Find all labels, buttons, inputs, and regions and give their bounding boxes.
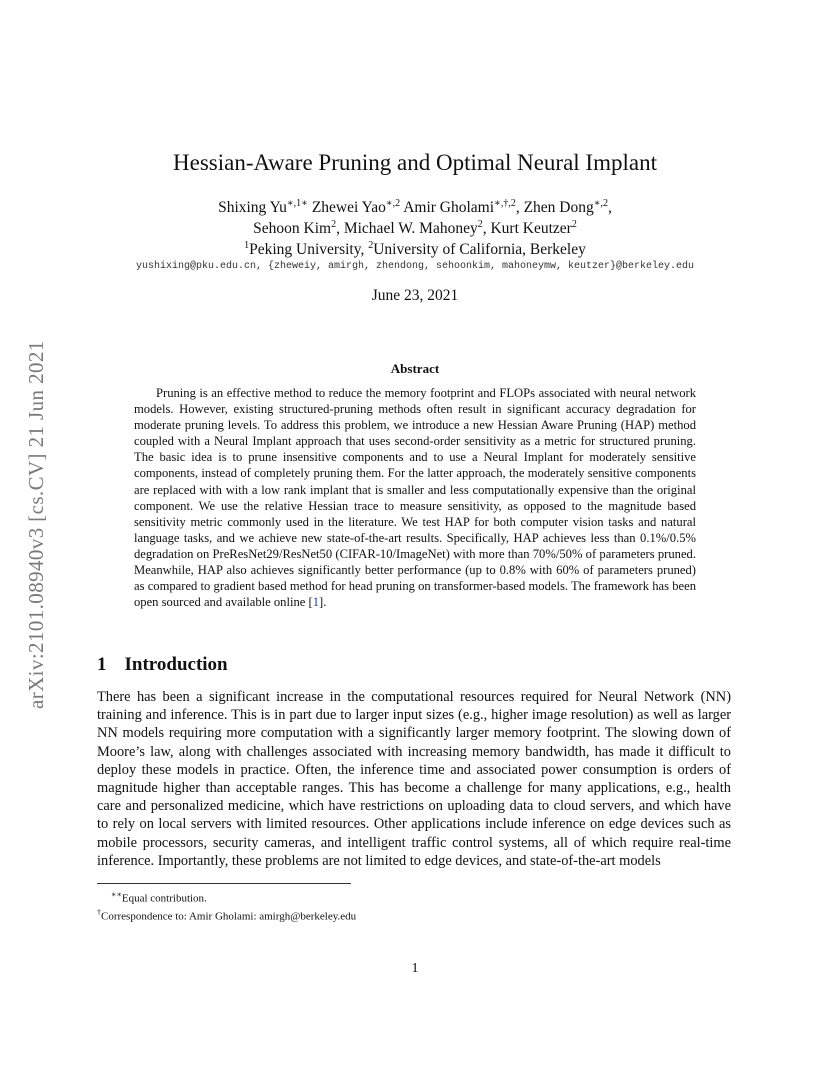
- introduction-paragraph: There has been a significant increase in the computational resources required for Neural Network (NN) training and inference. This is in part due to larger input sizes (e.g., higher image resolution) as well as larger NN models requiring more computation with a significantly larger memory footprint. The slowing down of Moore’s law, along with challenges associated with increasing memory bandwidth, has made it difficult to deploy these models in practice. Often, the inference time and associated power consumption is orders of magnitude higher than acceptable ranges. This has become a challenge for many applications, e.g., health care and personalized medicine, which have restrictions on uploading data to cloud servers, and which have to rely on local servers with limited resources. Other applications include inference on edge devices such as mobile processors, security cameras, and intelligent traffic control systems, all of which require real-time inference. Importantly, these problems are not limited to edge devices, and state-of-the-art models: [97, 689, 731, 869]
- author-affil-mark: ∗,2: [593, 197, 609, 209]
- author-name: Sehoon Kim: [253, 220, 332, 237]
- footnote-divider: [97, 883, 351, 884]
- arxiv-identifier-stamp: arXiv:2101.08940v3 [cs.CV] 21 Jun 2021: [24, 340, 48, 710]
- author-name: , Kurt Keutzer: [482, 220, 572, 237]
- page-number: 1: [411, 961, 419, 976]
- author-emails: yushixing@pku.edu.cn, {zheweiy, amirgh, zhendong, sehoonkim, mahoneymw, keutzer}@berkeley.edu: [135, 261, 695, 272]
- publication-date: June 23, 2021: [371, 287, 459, 304]
- author-name: , Michael W. Mahoney: [336, 220, 478, 237]
- citation-link[interactable]: 1: [312, 595, 319, 610]
- author-affil-mark: ∗,1: [286, 197, 302, 209]
- affiliation: Peking University,: [249, 241, 369, 258]
- abstract-text: [134, 385, 696, 610]
- author-affil-mark: 2: [571, 218, 577, 230]
- footnote-mark: †: [97, 907, 101, 917]
- footnote-correspondence: [97, 906, 597, 924]
- affiliation: University of California, Berkeley: [373, 241, 586, 258]
- author-affil-mark: ∗,†,2: [494, 197, 516, 209]
- author-line-1: [100, 197, 730, 218]
- footnote-text: Equal contribution.: [121, 892, 207, 905]
- separator: ,: [608, 199, 612, 216]
- author-affil-mark: 2: [477, 218, 483, 230]
- section-heading-introduction: [97, 654, 597, 676]
- abstract-heading: Abstract: [390, 361, 440, 376]
- affiliation-line: [100, 239, 730, 260]
- section-title: Introduction: [124, 654, 228, 675]
- author-affil-mark: ∗,2: [385, 197, 401, 209]
- footnote-mark: ∗∗: [111, 890, 122, 899]
- abstract-tail: ].: [319, 595, 327, 610]
- affil-mark: 2: [368, 239, 374, 251]
- author-affil-mark: 2: [331, 218, 337, 230]
- author-name: Shixing Yu: [218, 199, 287, 216]
- footnotes: [97, 888, 597, 923]
- footnote-text: Correspondence to: Amir Gholami: amirgh@berkeley.edu: [101, 910, 357, 923]
- author-name: Zhewei Yao: [307, 199, 386, 216]
- author-line-2: [100, 218, 730, 239]
- footnote-equal-contribution: [97, 888, 597, 906]
- section-number: 1: [97, 654, 107, 675]
- affil-mark: 1: [244, 239, 250, 251]
- paper-title: Hessian-Aware Pruning and Optimal Neural Implant: [173, 150, 657, 175]
- author-block: [100, 197, 730, 260]
- author-name: , Zhen Dong: [515, 199, 594, 216]
- abstract-body-text: Pruning is an effective method to reduce the memory footprint and FLOPs associated with neural network models. However, existing structured-pruning methods often result in significant accuracy degradation for moderate pruning levels. To address this problem, we introduce a new Hessian Aware Pruning (HAP) method coupled with a Neural Implant approach that uses second-order sensitivity as a metric for structured pruning. The basic idea is to prune insensitive components and to use a Neural Implant for moderately sensitive components, instead of completely pruning them. For the latter approach, the moderately sensitive components are replaced with with a low rank implant that is smaller and less computationally expensive than the original component. We use the relative Hessian trace to measure sensitivity, as opposed to the magnitude based sensitivity metric commonly used in the literature. We test HAP for both computer vision tasks and natural language tasks, and we achieve new state-of-the-art results. Specifically, HAP achieves less than 0.1%/0.5% degradation on PreResNet29/ResNet50 (CIFAR-10/ImageNet) with more than 70%/50% of parameters pruned. Meanwhile, HAP also achieves significantly better performance (up to 0.8% with 60% of parameters pruned) as compared to gradient based method for head pruning on transformer-based models. The framework has been open sourced and available online [: [134, 386, 696, 610]
- author-name: Amir Gholami: [400, 199, 495, 216]
- footnote-mark: ∗: [301, 197, 308, 209]
